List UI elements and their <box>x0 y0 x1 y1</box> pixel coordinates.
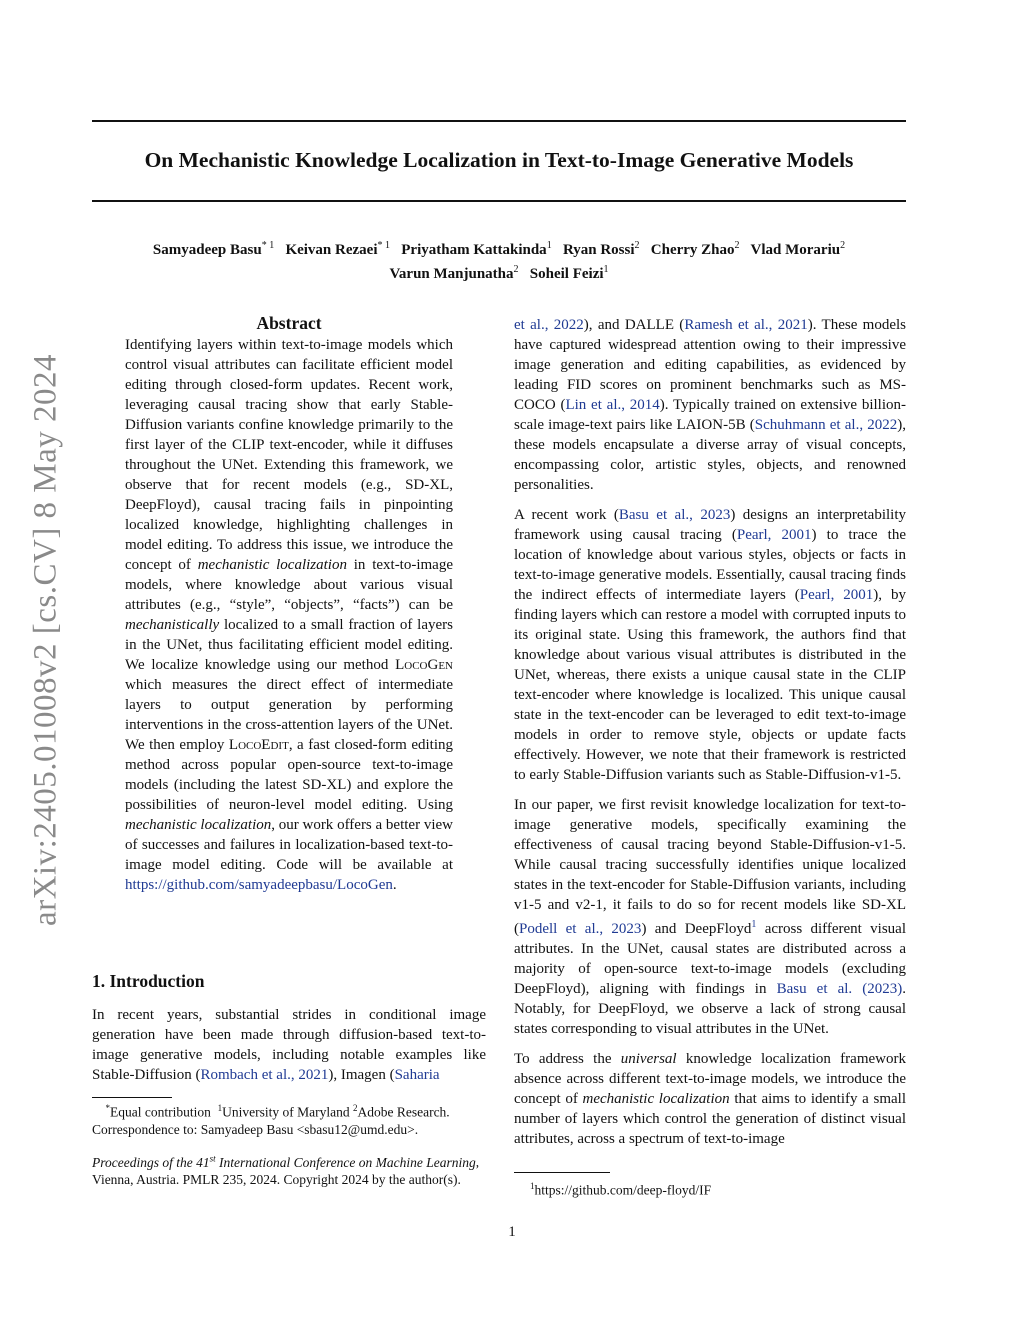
intro-paragraph: In recent years, substantial strides in conditional image generation have been made through diffusion-based text-to-image generative models, including notable examples like Stable-Diffusion (Rombach et al., 2021), Imagen (Saharia <box>92 1007 486 1083</box>
abstract-heading: Abstract <box>256 313 322 333</box>
citation-link[interactable]: Lin et al., 2014 <box>565 397 660 413</box>
citation-link[interactable]: Podell et al., 2023 <box>519 921 642 937</box>
author: Cherry Zhao$^2$ <box>650 240 740 258</box>
arxiv-identifier: arXiv:2405.01008v2 [cs.CV] 8 May 2024 <box>27 353 64 927</box>
paragraph: In our paper, we first revisit knowledge localization for text-to-image generative models, specifically examining the effectiveness of causal tracing beyond Stable-Diffusion-v1-5. While causal tracing successfully identifies unique localized states in the text-encoder for Stable-Diffusion variants, including v1-5 and v2-1, it fails to do so for recent models like SD-XL (Podell et al., 2023) and DeepFloyd$^1$ across different visual attributes. In the UNet, causal states are distributed across a majority of open-source text-to-image models (excluding DeepFloyd), aligning with findings in Basu et al. (2023). Notably, for DeepFloyd, we observe a lack of strong causal states corresponding to visual attributes in the UNet. <box>514 797 906 1037</box>
title-top-rule <box>92 120 906 122</box>
author: Soheil Feizi$^1$ <box>529 264 609 282</box>
footnote-rule <box>92 1097 172 1098</box>
footnote-rule <box>514 1172 610 1173</box>
footnote-marker[interactable]: 1 <box>751 919 757 930</box>
affiliation-footnote: *Equal contribution $^1$University of Maryland $^2$Adobe Research. Correspondence to: Samyadeep Basu <sbasu12@umd.edu>. <box>92 1103 450 1137</box>
citation-link[interactable]: et al., 2022 <box>514 317 584 333</box>
citation-link[interactable]: Schuhmann et al., 2022 <box>754 417 898 433</box>
author: Varun Manjunatha$^2$ <box>389 264 519 282</box>
paragraph: A recent work (Basu et al., 2023) designs an interpretability framework using causal tracing (Pearl, 2001) to trace the location of knowledge about various styles, objects or facts in text-to-image generative models. Essentially, causal tracing finds the indirect effects of intermediate layers (Pearl, 2001), by finding layers which can restore a model with corrupted inputs to its original state. Using this framework, the authors find that knowledge about various visual attributes is distributed in the UNet, whereas, there exists a unique causal state in the CLIP text-encoder where knowledge is localized. This unique causal state in the text-encoder can be leveraged to edit text-to-image models in order to remove style, objects or update facts effectively. However, we note that their framework is restricted to early Stable-Diffusion variants such as Stable-Diffusion-v1-5. <box>514 507 906 783</box>
author-list <box>92 236 906 284</box>
author: Ryan Rossi$^2$ <box>562 240 640 258</box>
paper-title: On Mechanistic Knowledge Localization in Text-to-Image Generative Models <box>144 148 854 172</box>
paragraph: To address the universal knowledge localization framework absence across different text-to-image models, we introduce the concept of mechanistic localization that aims to identify a small number of layers which control the generation of distinct visual attributes, across a spectrum of text-to-image <box>514 1051 906 1147</box>
proceedings-note: Proceedings of the 41st International Conference on Machine Learning, Vienna, Austria. PMLR 235, 2024. Copyright 2024 by the author(s). <box>92 1153 480 1187</box>
paragraph: et al., 2022), and DALLE (Ramesh et al., 2021). These models have captured widespread attention owing to their impressive image generation and editing capabilities, as evidenced by leading FID scores on prominent benchmarks such as MS-COCO (Lin et al., 2014). Typically trained on extensive billion-scale image-text pairs like LAION-5B (Schuhmann et al., 2022), these models encapsulate a diverse array of visual concepts, encompassing color, artistic styles, objects, and renowned personalities. <box>514 317 907 493</box>
code-link[interactable]: https://github.com/samyadeepbasu/LocoGen <box>125 877 393 893</box>
citation-link[interactable]: Pearl, 2001 <box>799 587 874 603</box>
citation-link[interactable]: Basu et al., 2023 <box>618 507 731 523</box>
citation-link[interactable]: Ramesh et al., 2021 <box>684 317 808 333</box>
citation-link[interactable]: Saharia <box>394 1067 440 1083</box>
abstract-text: Identifying layers within text-to-image models which control visual attributes can facilitate efficient model editing through closed-form updates. Recent work, leveraging causal tracing show that early Stable-Diffusion variants confine knowledge primarily to the first layer of the CLIP text-encoder, while it diffuses throughout the UNet. Extending this framework, we observe that for recent models (e.g., SD-XL, DeepFloyd), causal tracing fails in pinpointing localized knowledge, highlighting challenges in model editing. To address this issue, we introduce the concept of mechanistic localization in text-to-image models, where knowledge about various visual attributes (e.g., “style”, “objects”, “facts”) can be mechanistically localized to a small fraction of layers in the UNet, thus facilitating efficient model editing. We localize knowledge using our method LocoGen which measures the direct effect of intermediate layers to output generation by performing interventions in the cross-attention layers of the UNet. We then employ LocoEdit, a fast closed-form editing method across popular open-source text-to-image models (including the latest SD-XL) and explore the possibilities of neuron-level model editing. Using mechanistic localization, our work offers a better view of successes and failures in localization-based text-to-image model editing. Code will be available at https://github.com/samyadeepbasu/LocoGen. <box>125 337 453 893</box>
author: Priyatham Kattakinda$^1$ <box>401 240 552 258</box>
right-column-text <box>514 315 906 1149</box>
title-bottom-rule <box>92 200 906 202</box>
citation-link[interactable]: Rombach et al., 2021 <box>200 1067 329 1083</box>
citation-link[interactable]: Basu et al. (2023) <box>776 981 903 997</box>
page-number: 1 <box>508 1224 516 1240</box>
deepfloyd-footnote: $^1$https://github.com/deep-floyd/IF <box>530 1181 712 1198</box>
section-heading-introduction: 1. Introduction <box>92 971 205 991</box>
citation-link[interactable]: Pearl, 2001 <box>736 527 812 543</box>
author: Vlad Morariu$^2$ <box>750 240 846 258</box>
author: Keivan Rezaei$^{* 1}$ <box>285 240 390 258</box>
author: Samyadeep Basu$^{* 1}$ <box>152 240 275 258</box>
